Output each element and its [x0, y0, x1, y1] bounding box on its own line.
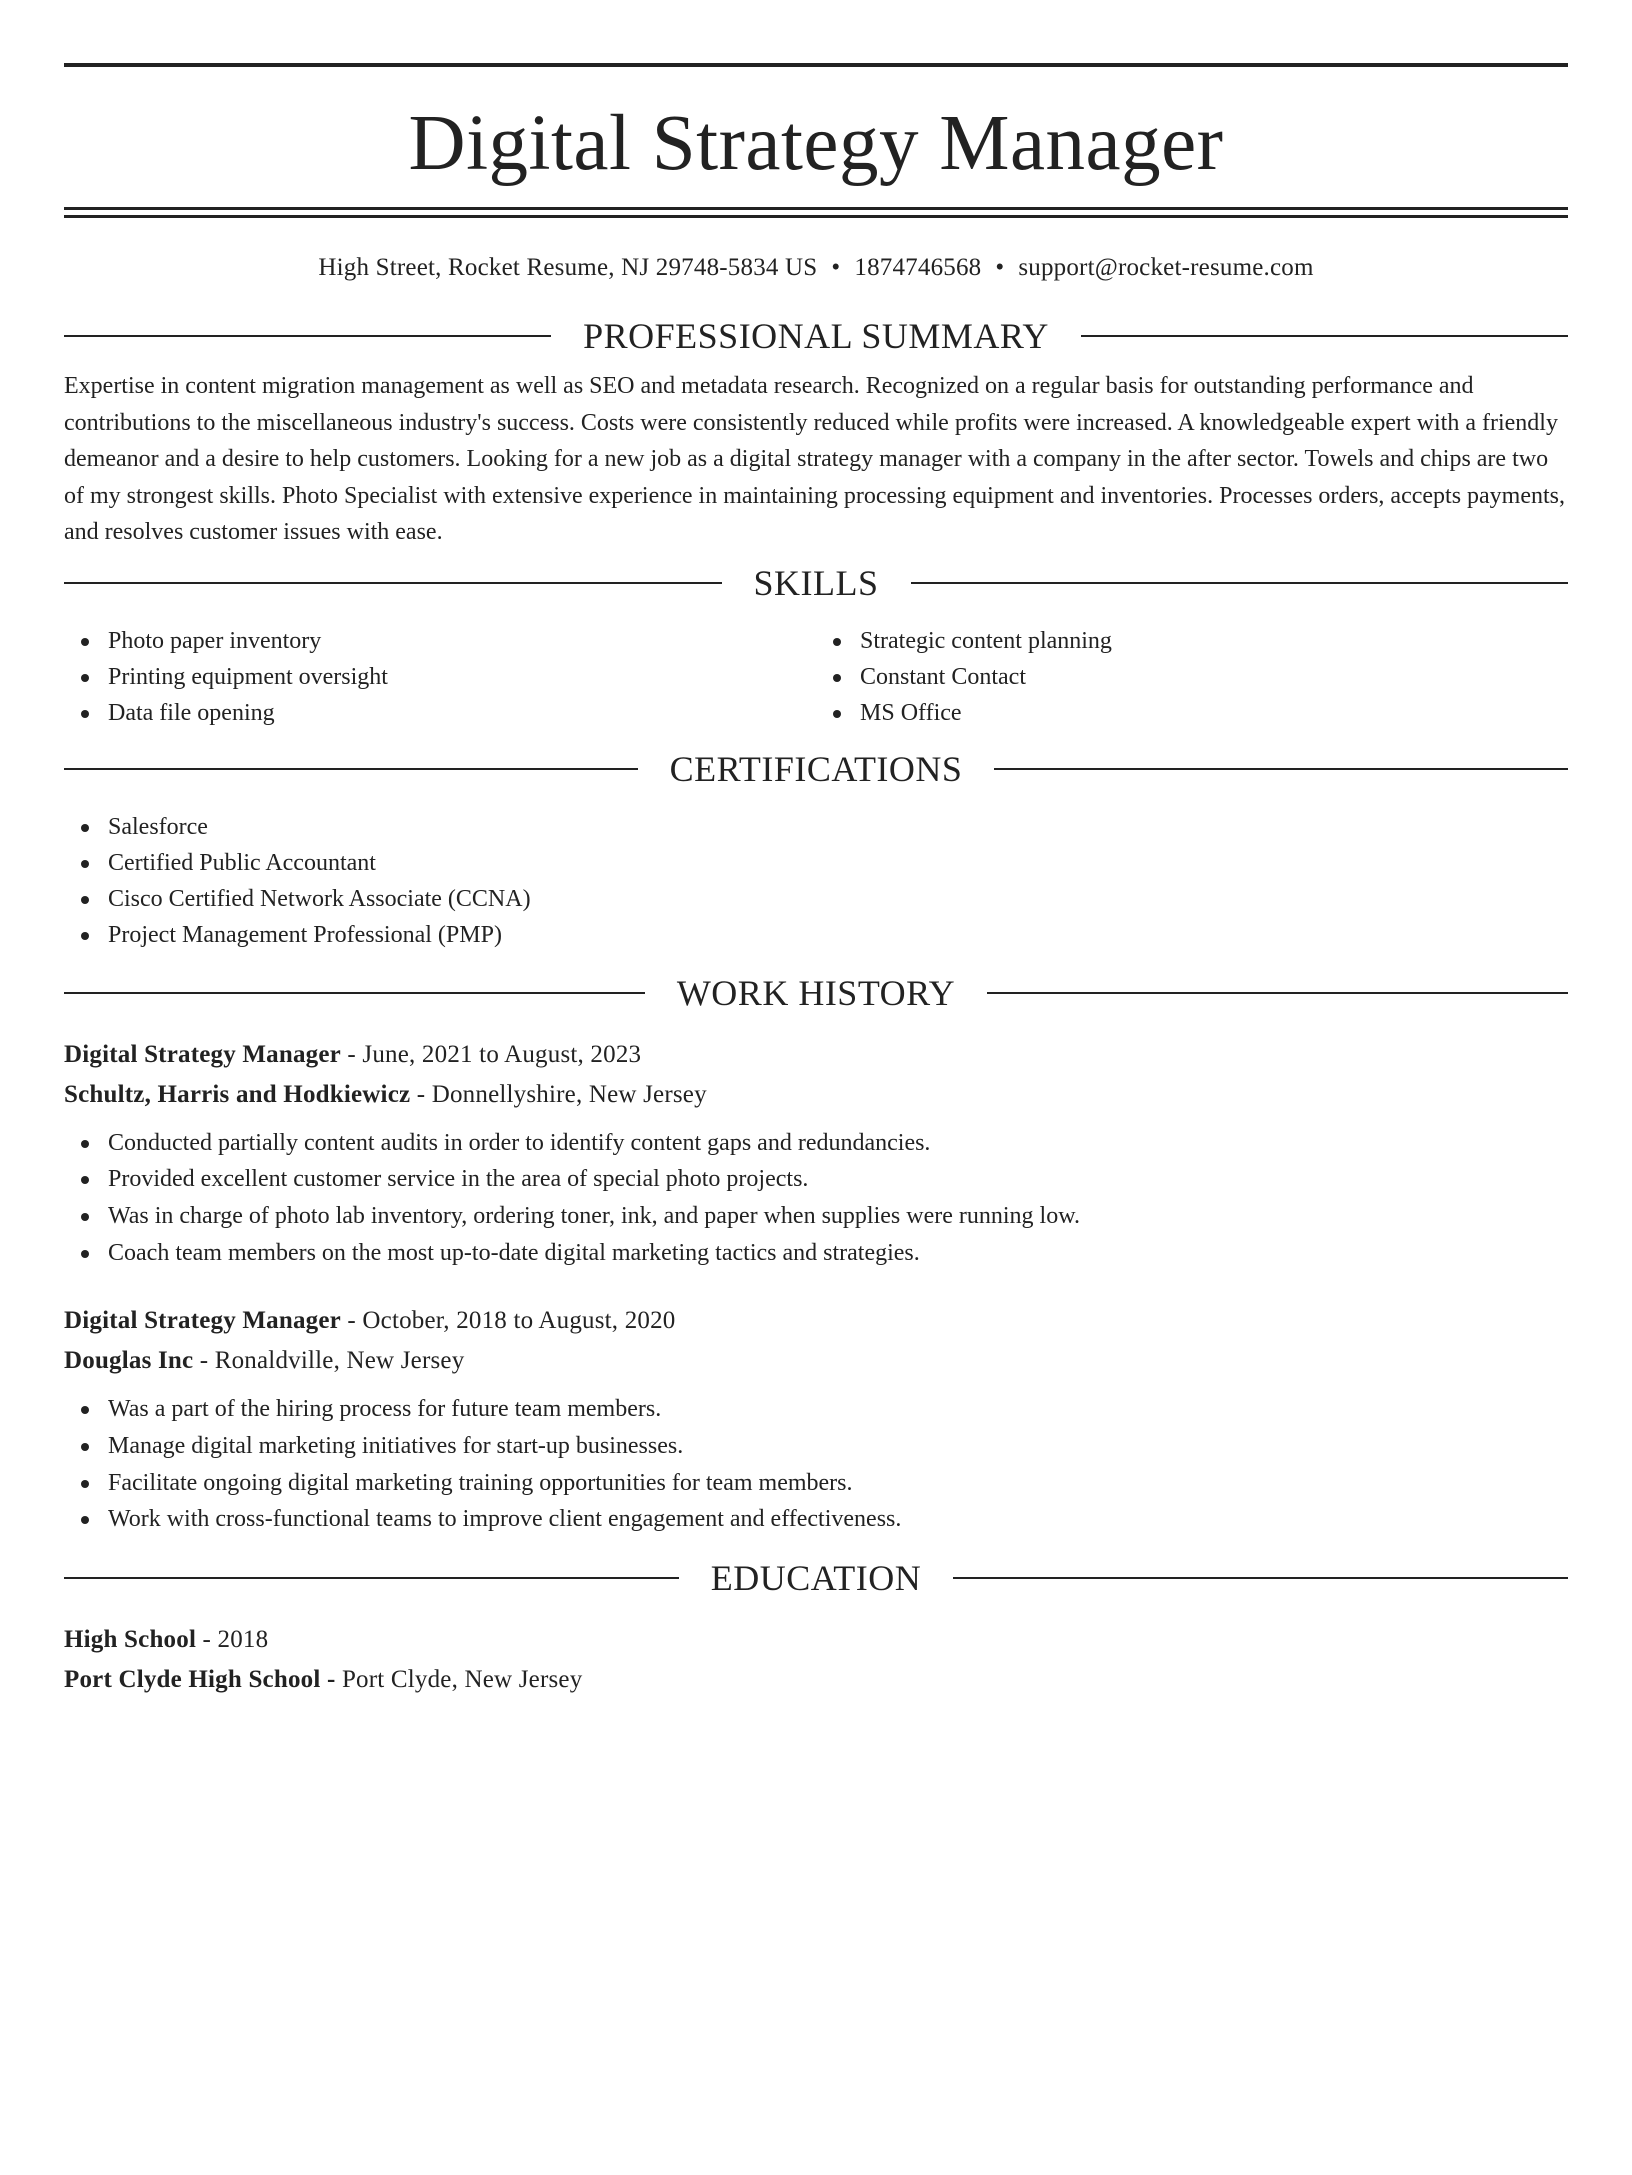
list-item: Facilitate ongoing digital marketing training opportunities for team members. — [108, 1465, 1568, 1502]
list-item: Certified Public Accountant — [108, 845, 1568, 881]
education-separator: - — [320, 1666, 342, 1694]
divider-line — [987, 992, 1568, 994]
job-title: Digital Strategy Manager — [64, 1307, 341, 1335]
separator-dot: • — [995, 254, 1005, 281]
certifications-list — [64, 809, 1568, 953]
list-item: Work with cross-functional teams to improve client engagement and effectiveness. — [108, 1501, 1568, 1538]
page-title: Digital Strategy Manager — [408, 100, 1224, 187]
divider-line — [64, 992, 645, 994]
separator-dot: • — [831, 254, 841, 281]
divider-line — [1081, 335, 1568, 337]
list-item: Salesforce — [108, 809, 1568, 845]
job-title-line — [64, 1035, 1568, 1075]
skills-grid — [64, 623, 1568, 731]
list-item: Strategic content planning — [860, 623, 1568, 659]
divider-line — [911, 582, 1569, 584]
list-item: Coach team members on the most up-to-date digital marketing tactics and strategies. — [108, 1235, 1568, 1272]
list-item: Manage digital marketing initiatives for start-up businesses. — [108, 1428, 1568, 1465]
section-title: WORK HISTORY — [676, 972, 956, 1013]
divider-line — [64, 582, 722, 584]
education-school-line — [64, 1660, 1568, 1700]
section-heading-education — [64, 1558, 1568, 1598]
list-item: Conducted partially content audits in order to identify content gaps and redundancies. — [108, 1125, 1568, 1162]
education-year: - 2018 — [196, 1626, 269, 1654]
job-title-line — [64, 1301, 1568, 1341]
divider-line — [994, 768, 1568, 770]
divider-line — [953, 1577, 1568, 1579]
summary-text: Expertise in content migration management as well as SEO and metadata research. Recognized on a regular basis for outstanding performance and contributions to the miscellaneous industry's success. Costs were consistently reduced while profits were increased. A knowledgeable expert with a friendly demeanor and a desire to help customers. Looking for a new job as a digital strategy manager with a company in the after sector. Towels and chips are two of my strongest skills. Photo Specialist with extensive experience in maintaining processing equipment and inventories. Processes orders, accepts payments, and resolves customer issues with ease. — [64, 373, 1566, 545]
job-company-line — [64, 1341, 1568, 1381]
education-location: Port Clyde, New Jersey — [341, 1666, 583, 1694]
job-company-line — [64, 1075, 1568, 1115]
divider-line — [64, 335, 551, 337]
list-item: MS Office — [860, 695, 1568, 731]
top-rule — [64, 63, 1568, 67]
job-entry — [64, 1035, 1568, 1272]
education-school: Port Clyde High School — [64, 1666, 321, 1694]
section-title: CERTIFICATIONS — [669, 748, 963, 789]
education-entry — [64, 1620, 1568, 1700]
list-item: Cisco Certified Network Associate (CCNA) — [108, 881, 1568, 917]
section-heading-skills — [64, 563, 1568, 603]
job-dates: - October, 2018 to August, 2020 — [340, 1307, 676, 1335]
job-entry — [64, 1301, 1568, 1538]
education-degree: High School — [64, 1626, 197, 1654]
divider-line — [64, 1577, 679, 1579]
job-company: Schultz, Harris and Hodkiewicz — [64, 1080, 411, 1108]
list-item: Photo paper inventory — [108, 623, 816, 659]
job-bullets — [64, 1391, 1568, 1538]
phone: 1874746568 — [854, 254, 982, 281]
list-item: Was in charge of photo lab inventory, ordering toner, ink, and paper when supplies were running low. — [108, 1198, 1568, 1235]
list-item: Project Management Professional (PMP) — [108, 917, 1568, 953]
job-dates: - June, 2021 to August, 2023 — [340, 1040, 642, 1068]
section-heading-summary — [64, 316, 1568, 356]
section-title: SKILLS — [753, 562, 879, 603]
job-location: - Ronaldville, New Jersey — [193, 1347, 465, 1375]
section-title: EDUCATION — [710, 1558, 922, 1599]
job-bullets — [64, 1125, 1568, 1272]
skills-list-right — [816, 623, 1568, 731]
skills-list-left — [64, 623, 816, 731]
contact-line — [64, 252, 1568, 284]
education-degree-line — [64, 1620, 1568, 1660]
list-item: Provided excellent customer service in the area of special photo projects. — [108, 1161, 1568, 1198]
list-item: Was a part of the hiring process for future team members. — [108, 1391, 1568, 1428]
section-heading-work — [64, 973, 1568, 1013]
section-heading-certifications — [64, 749, 1568, 789]
job-location: - Donnellyshire, New Jersey — [410, 1080, 707, 1108]
job-title: Digital Strategy Manager — [64, 1040, 341, 1068]
list-item: Printing equipment oversight — [108, 659, 816, 695]
double-rule — [64, 207, 1568, 218]
email: support@rocket-resume.com — [1018, 254, 1314, 281]
section-title: PROFESSIONAL SUMMARY — [583, 316, 1049, 356]
list-item: Data file opening — [108, 695, 816, 731]
job-company: Douglas Inc — [64, 1347, 194, 1375]
divider-line — [64, 768, 638, 770]
list-item: Constant Contact — [860, 659, 1568, 695]
resume-page — [0, 63, 1632, 2175]
address: High Street, Rocket Resume, NJ 29748-5834 US — [318, 254, 818, 281]
